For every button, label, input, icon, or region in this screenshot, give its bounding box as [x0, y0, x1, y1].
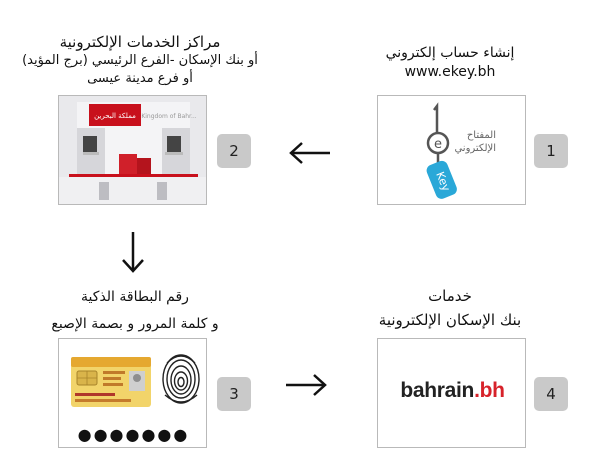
step4-bahrain-bh-card — [377, 338, 526, 448]
step2-number-badge: 2 — [217, 134, 251, 168]
step1-caption-title: إنشاء حساب إلكتروني — [385, 45, 515, 61]
step4-caption — [340, 286, 560, 335]
arrow-down-icon — [120, 230, 146, 274]
step3-caption-line2: و كلمة المرور و بصمة الإصبع — [51, 315, 219, 332]
ekey-arabic-line1: المفتاح — [466, 130, 496, 141]
bahrain-bh-logo — [378, 379, 526, 403]
step2-caption — [20, 32, 260, 87]
step3-caption-title: رقم البطاقة الذكية — [81, 289, 189, 305]
step4-caption-line2: بنك الإسكان الإلكترونية — [378, 311, 522, 330]
service-center-photo — [59, 96, 207, 205]
step1-caption-url: www.ekey.bh — [404, 63, 496, 80]
step3-smartcard-card — [58, 338, 207, 448]
photo-sign-text: Kingdom of Bahr... — [141, 113, 197, 120]
password-dots: ●●●●●●● — [77, 425, 190, 444]
step3-number-badge: 3 — [217, 377, 251, 411]
step1-ekey-card — [377, 95, 526, 205]
arrow-left-icon — [288, 140, 332, 166]
step4-caption-title: خدمات — [428, 287, 472, 305]
bahrain-logo-word: bahrain — [400, 379, 475, 402]
arrow-right-icon — [284, 372, 328, 398]
ekey-digit-stroke — [434, 106, 437, 134]
step1-caption — [345, 44, 555, 82]
svg-text:مملكة البحرين: مملكة البحرين — [94, 112, 136, 120]
ekey-logo — [378, 96, 526, 205]
bahrain-logo-suffix: .bh — [474, 379, 505, 402]
step2-caption-line3: أو فرع مدينة عيسى — [87, 70, 193, 86]
ekey-tag — [425, 159, 459, 201]
smart-card-icon — [71, 357, 151, 407]
step3-caption — [25, 288, 245, 342]
ekey-arabic-line2: الإلكتروني — [454, 143, 496, 154]
step4-number-badge: 4 — [534, 377, 568, 411]
ekey-letter: e — [434, 137, 442, 152]
fingerprint-icon — [163, 355, 199, 403]
step1-number-badge: 1 — [534, 134, 568, 168]
ekey-tag-text: Key — [433, 169, 453, 194]
step2-service-center-photo — [58, 95, 207, 205]
step2-caption-line2: أو بنك الإسكان -الفرع الرئيسي (برج المؤيد) — [22, 53, 258, 69]
step2-caption-title: مراكز الخدمات الإلكترونية — [59, 33, 221, 51]
